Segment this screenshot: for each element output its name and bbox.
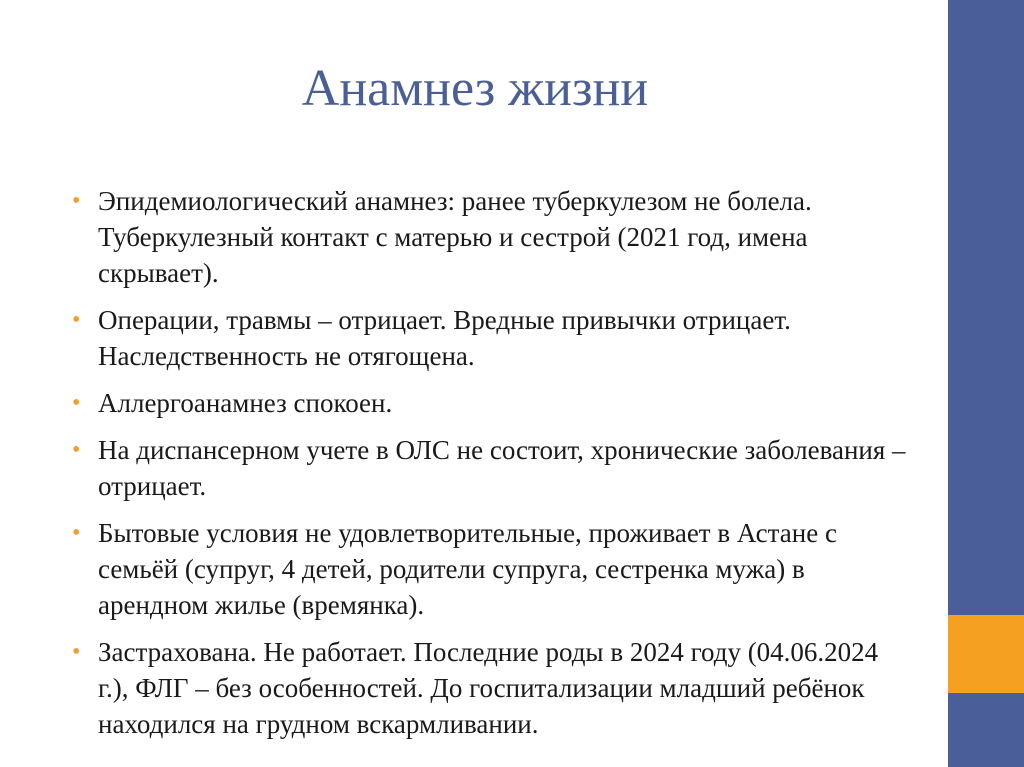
bullet-icon: • [72, 188, 81, 214]
bullet-icon: • [72, 520, 81, 546]
list-item [72, 515, 912, 623]
bullet-text: Застрахована. Не работает. Последние роды в 2024 году (04.06.2024 г.), ФЛГ – без особенностей. До госпитализации младший ребёнок находился на грудном вскармливании. [98, 637, 879, 739]
bullet-icon: • [72, 307, 81, 333]
list-item [72, 385, 912, 421]
list-item [72, 634, 912, 742]
slide-title: Анамнез жизни [301, 60, 649, 117]
bullet-icon: • [72, 639, 81, 665]
bullet-text: На диспансерном учете в ОЛС не состоит, хронические заболевания – отрицает. [98, 435, 906, 501]
bullet-icon: • [72, 390, 81, 416]
list-item [72, 302, 912, 374]
bullet-icon: • [72, 437, 81, 463]
list-item [72, 183, 912, 291]
side-accent-block [948, 615, 1024, 693]
bullet-text: Аллергоанамнез спокоен. [98, 388, 393, 418]
bullet-text: Операции, травмы – отрицает. Вредные привычки отрицает. Наследственность не отягощена. [98, 305, 791, 371]
bullet-text: Бытовые условия не удовлетворительные, проживает в Астане с семьёй (супруг, 4 детей, родители супруга, сестренка мужа) в арендном жилье (времянка). [98, 518, 837, 620]
bullet-list [72, 183, 912, 753]
list-item [72, 432, 912, 504]
bullet-text: Эпидемиологический анамнез: ранее туберкулезом не болела. Туберкулезный контакт с матерью и сестрой (2021 год, имена скрывает). [98, 186, 812, 288]
